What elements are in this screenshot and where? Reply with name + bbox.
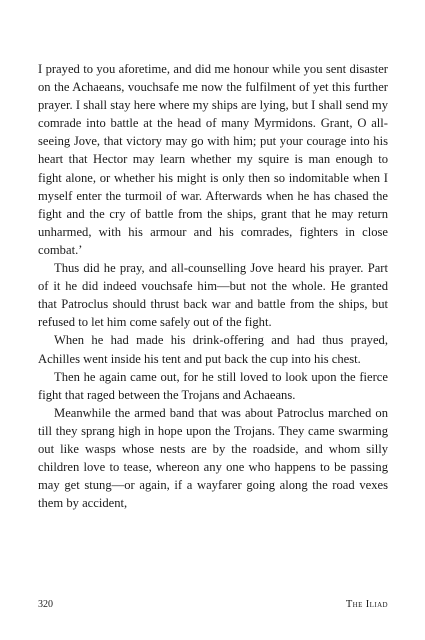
paragraph-came-out: Then he again came out, for he still loved to look upon the fierce fight that raged between the Trojans and Achaeans.: [38, 369, 388, 402]
paragraph-wasps: Meanwhile the armed band that was about Patroclus marched on till they sprang high in hope upon the Trojans. They came swarming out like wasps whose nests are by the roadside, and whom silly children love to tease, whereon any one who happens to be passing may get stung—or again, if a wayfarer going along the road vexes them by accident,: [38, 405, 388, 511]
text-block: [38, 60, 388, 512]
page-body: [38, 60, 388, 512]
running-title: The Iliad: [345, 599, 388, 610]
paragraph-jove-prayer: Thus did he pray, and all-counselling Jove heard his prayer. Part of it he did indeed vouchsafe him—but not the whole. He granted that Patroclus should thrust back war and battle from the ships, but refused to let him come safely out of the fight.: [38, 261, 388, 330]
page-number: 320: [38, 599, 53, 610]
paragraph-drink-offering: When he had made his drink-offering and had thus prayed, Achilles went inside his tent and put back the cup into his chest.: [38, 333, 388, 366]
paragraph-continuation: I prayed to you aforetime, and did me honour while you sent disaster on the Achaeans, vouchsafe me now the fulfilment of yet this further prayer. I shall stay here where my ships are lying, but I shall send my comrade into battle at the head of many Myrmidons. Grant, O all-seeing Jove, that victory may go with him; put your courage into his heart that Hector may learn whether my squire is man enough to fight alone, or whether his might is only then so indomitable when I myself enter the turmoil of war. Afterwards when he has chased the fight and the cry of battle from the ships, grant that he may return unharmed, with his armour and his comrades, fighters in close combat.’: [38, 62, 388, 257]
page-footer: [38, 599, 388, 610]
